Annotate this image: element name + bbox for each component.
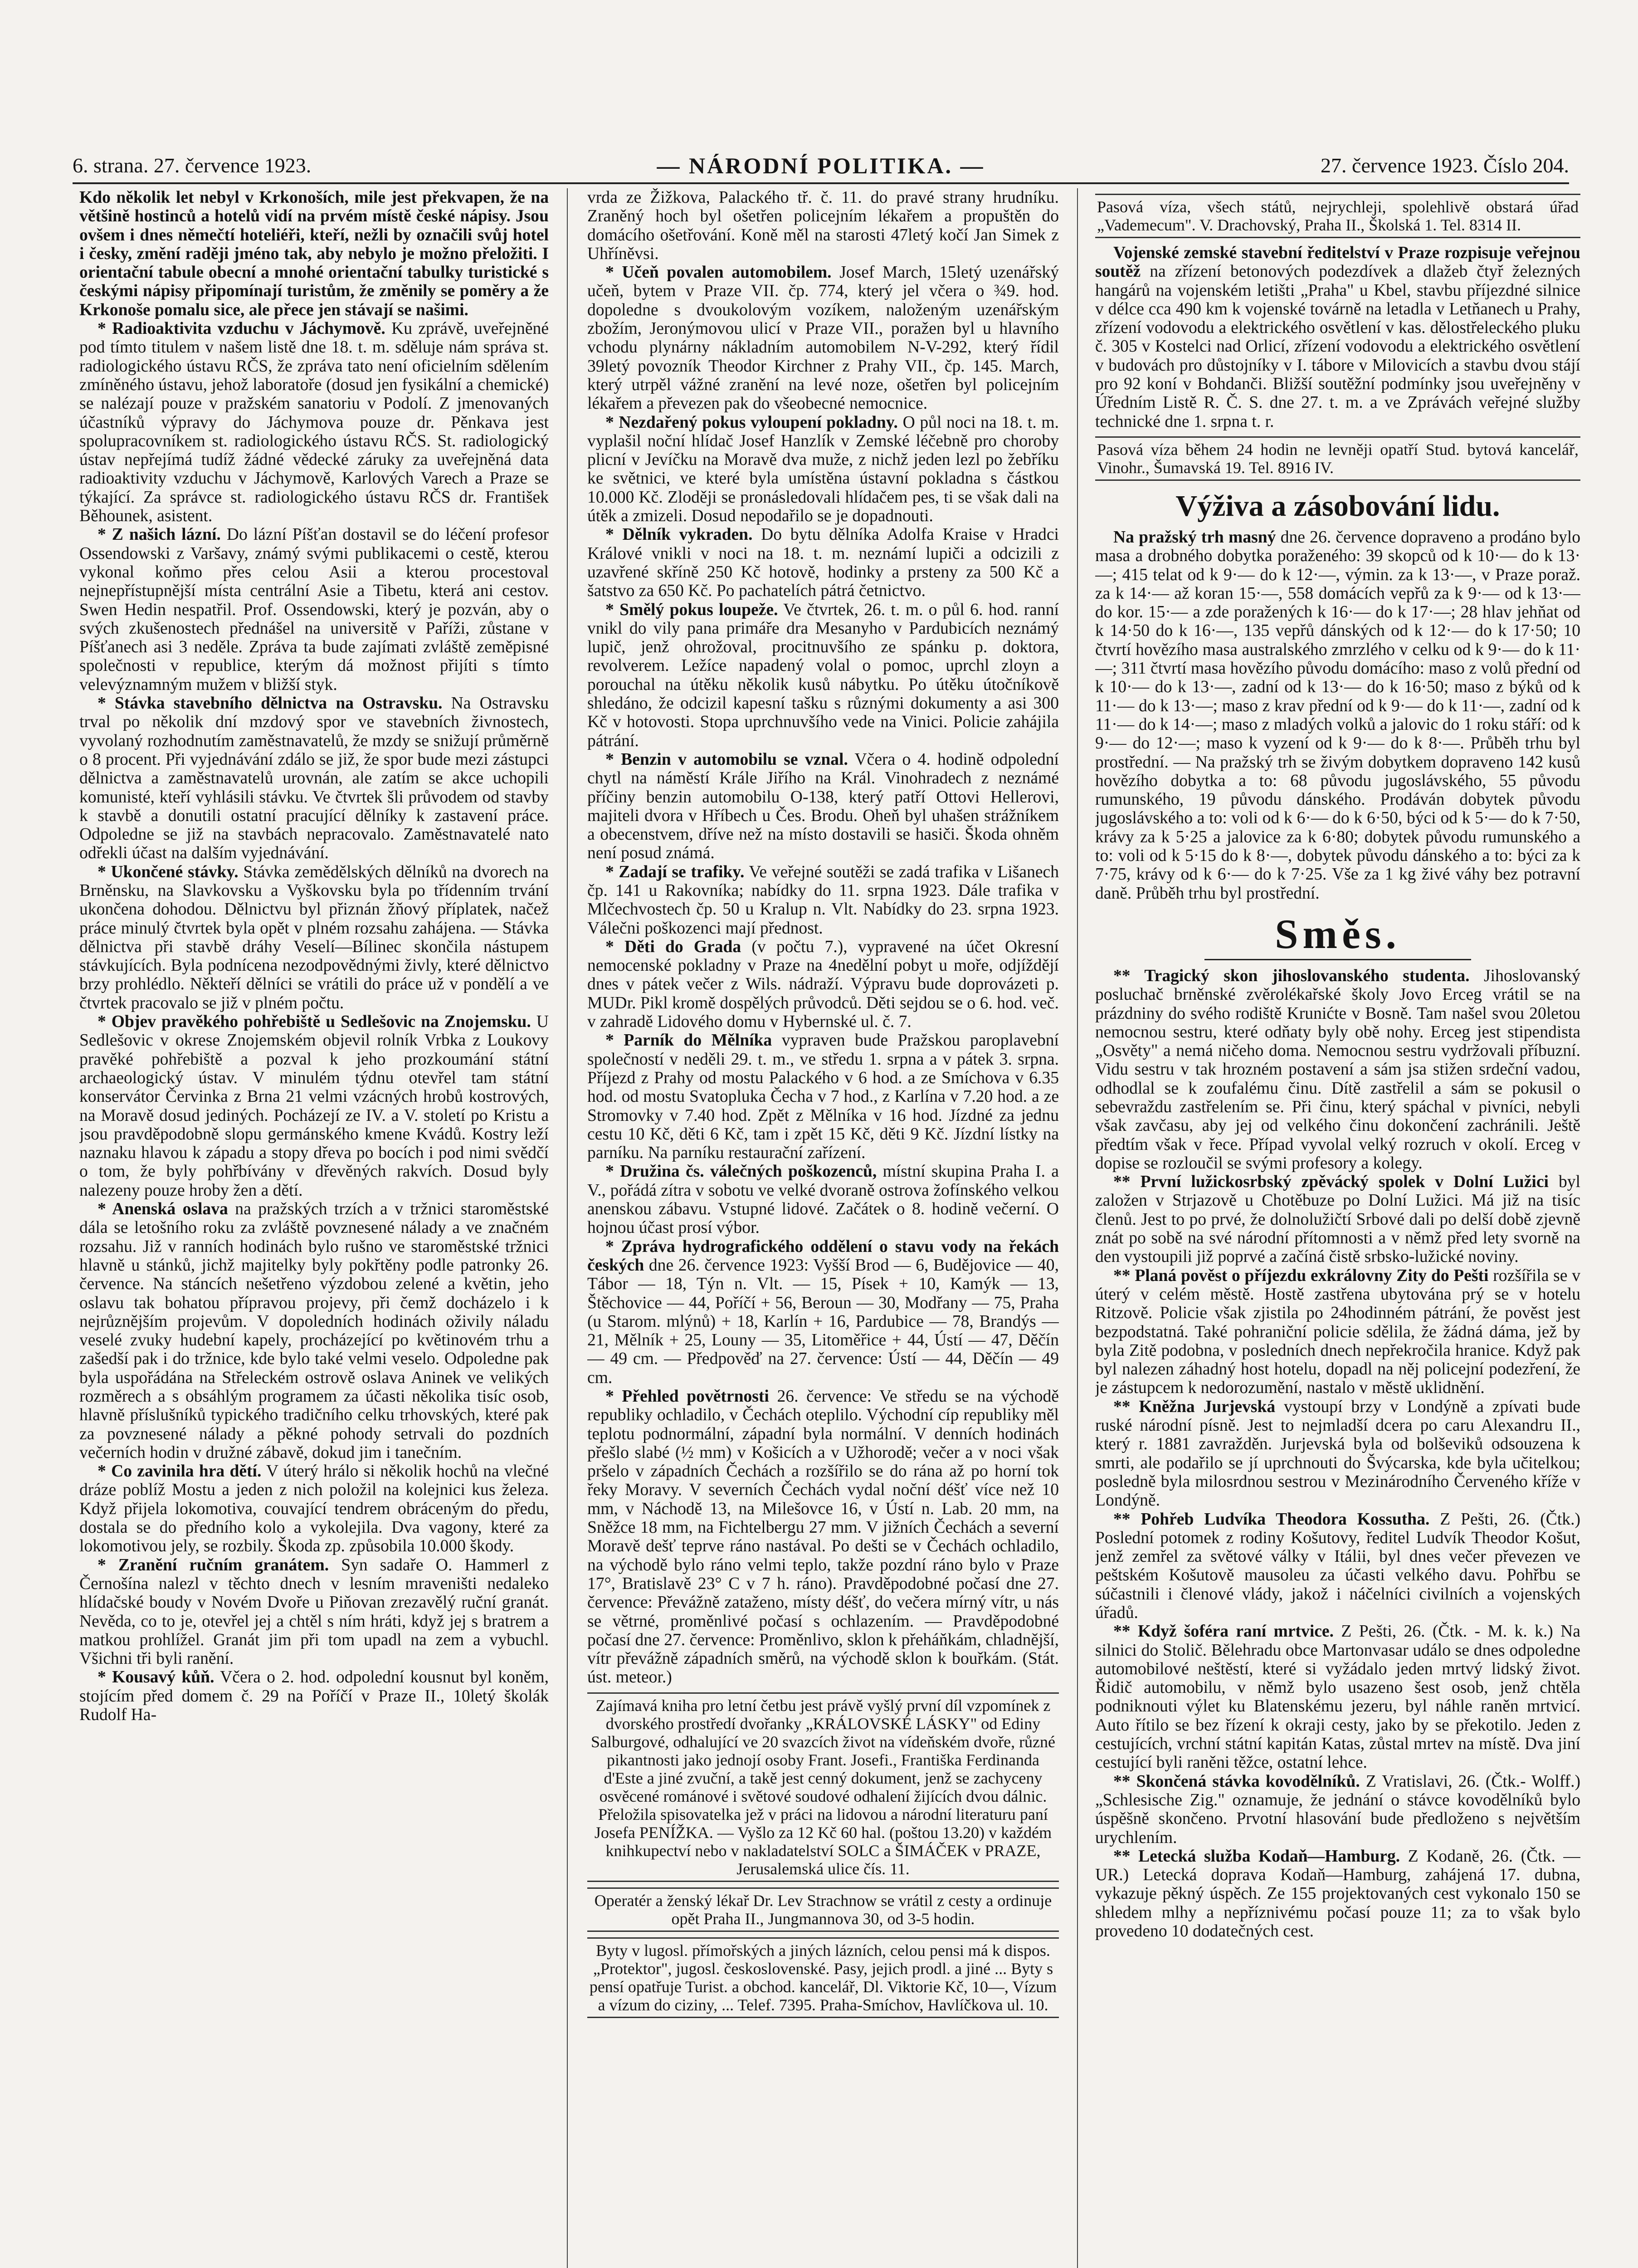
article-headline: * Parník do Mělníka — [605, 1031, 772, 1050]
article-headline: * Přehled povětrnosti — [605, 1387, 769, 1406]
article — [79, 1462, 549, 1555]
article-headline: * Ukončené stávky. — [98, 862, 239, 881]
article — [587, 601, 1059, 750]
article-headline: * Co zavinila hra dětí. — [98, 1462, 262, 1481]
article — [1095, 1622, 1580, 1772]
article — [587, 1387, 1059, 1687]
article — [587, 750, 1059, 863]
column-divider — [1077, 188, 1078, 2268]
article — [1095, 1510, 1580, 1623]
article — [587, 938, 1059, 1031]
article — [79, 863, 549, 1012]
article — [79, 319, 549, 525]
article — [1095, 528, 1580, 903]
article — [587, 413, 1059, 526]
article — [1095, 244, 1580, 431]
article-headline: * Dělník vykraden. — [605, 525, 753, 544]
article-body: Na Ostravsku trval po několik dní mzdový spor ve stavebních živnostech, vyvolaný rozhodnutím zaměstnavatelů, že mzdy se snižují průměrně o 8 procent. Při vyjednávání zdálo se již, že spor bude mezi zástupci dělnictva a zaměstnavatelů urovnán, ale zatím se akce uchopili komunisté, kteří vyhlásili stávku. Ve čtvrtek šli průvodem od stavby k stavbě a donutili ostatní pracující dělníky k zastavení práce. Odpoledne se již na stavbách nepracovalo. Zaměstnavatelé nato odřekli účast na dalším vyjednávání. — [79, 694, 549, 863]
article-body: na zřízení betonových podezdívek a dlažeb čtyř železných hangárů na vojenském letišti „Praha" u Kbel, stavbu příjezdné silnice v délce cca 490 km k vojenské továrně na letadla v Letňanech u Prahy, zřízení vodovodu a elektrického osvětlení v kas. dělostřeleckého pluku č. 305 v Kostelci nad Orlicí, zřízení vodovodu a elektrického osvětlení v budovách pro důstojníky v I. tábore v Milovicích a stavbu dvou stájí pro 92 koní v Bohdanči. Bližší soutěžní podmínky jsou uveřejněny v Úředním Listě R. Č. S. dne 27. t. m. a ve Zprávách veřejné služby technické dne 1. srpna t. r. — [1095, 262, 1580, 431]
article — [1095, 967, 1580, 1173]
advertisement: Byty v lugosl. přímořských a jiných lázních, celou pensi má k dispos. „Protektor", jugosl. československé. Pasy, jejich prodl. a jiné ... Byty s pensí opatřuje Turist. a obchod. kancelář, Dl. Viktorie Kč, 10—, Vízum a vízum do ciziny, ... Telef. 7395. Praha-Smíchov, Havlíčkova ul. 10. — [587, 1937, 1059, 2018]
article-body: vypraven bude Pražskou paroplavební společností v neděli 29. t. m., ve středu 1. srpna a v pátek 3. srpna. Příjezd z Prahy od mostu Palackého v 6 hod. a ze Smíchova v 6.35 hod. od mostu Svatopluka Čecha v 7 hod., z Karlína v 7.20 hod. a ze Stromovky v 7.40 hod. Zpět z Mělníka v 16 hod. Jízdné za jednu cestu 10 Kč, děti 6 Kč, tam i zpět 15 Kč, děti 9 Kč. Jízdní lístky na parníku. Na parníku restaurační zařízení. — [587, 1031, 1059, 1163]
article-body: V úterý hrálo si několik hochů na vlečné dráze poblíž Mostu a jeden z nich položil na kolejnici kus železa. Když přijela lokomotiva, couvající tendrem obráceným do předu, dostala se do předního kolo a vykolejila. Dva vagony, které za lokomotivou jely, se rozbily. Škoda zp. způsobila 10.000 škody. — [79, 1462, 549, 1556]
article-body: O půl noci na 18. t. m. vyplašil noční hlídač Josef Hanzlík v Zemské léčebně pro choroby plicní v Jevíčku na Moravě dva muže, z nichž jeden lezl po žebříku ke světnici, ve které byla umístěna ústavní pokladna s částkou 10.000 Kč. Zloději se pronásledovali hlídačem pes, ti se však dali na útěk a zmizeli. Dosud nepodařilo se je dopadnouti. — [587, 413, 1059, 526]
article-headline: * Děti do Grada — [605, 937, 741, 956]
article-lead: Kdo několik let nebyl v Krkonoších, mile jest překvapen, že na většině hostinců a hotelů vidí na prvém místě české nápisy. Jsou ovšem i dnes němečtí hoteliéři, kteří, nežli by označili svůj hotel i česky, změní raději jméno tak, aby nebylo je možno přeložiti. I orientační tabule obecní a mnohé orientační tabulky turistické s českými nápisy připomínají turistům, že změnily se poměry a že Krkonoše pomalu sice, ale přece jen stávají se našimi. — [79, 188, 549, 319]
article-body: dne 26. července dopraveno a prodáno bylo masa a drobného dobytka poraženého: 39 skopců od k 10·— do k 13·—; 415 telat od k 9·— do k 12·—, výmin. za k 13·—, v Praze poraž. za k 14·— až koran 15·—, 558 domácích vepřů za k 9·— od k 13·— do kor. 15·— a zde poražených k 16·— do k 17·—; 28 hlav jehňat od k 14·50 do k 16·—, 135 vepřů dánských od k 12·— do k 17·50; 10 čtvrtí hovězího masa australského zmrzlého v celku od k 9·— do k 11·—; 311 čtvrtí masa hovězího původu domácího: maso z volů přední od k 10·— do k 13·—, zadní od k 13·— do k 16·50; maso z býků od k 11·— do k 13·—; maso z krav přední od k 9·— do k 11·—, zadní od k 11·— do k 14·—; maso z mladých volků a jalovic do 1 roku stáří: od k 9·— do 12·—; maso k vyzení od k 9·— do k 8·—. Průběh trhu byl prostřední. — Na pražský trh se živým dobytkem dopraveno 142 kusů hovězího dobytka a to: 68 původu jugoslávského, 55 původu rumunského, 19 původu dánského. Prodáván dobytek původu jugoslávského a to: voli od k 6·— do k 6·50, býci od k 5·— do k 7·50, krávy za k 5·25 a jalovice za k 6·80; dobytek původu rumunského a to: voli od k 5·15 do k 8·—, dobytek původu dánského a to: býci za k 7·75, krávy od k 6·— do k 7·25. Vše za 1 kg živé váhy bez potravní daně. Průběh trhu byl prostřední. — [1095, 528, 1580, 903]
advertisement: Pasová víza během 24 hodin ne levněji opatří Stud. bytová kancelář, Vinohr., Šumavská 19. Tel. 8916 IV. — [1095, 436, 1580, 481]
article-body: 26. července: Ve středu se na východě republiky ochladilo, v Čechách oteplilo. Východní cíp republiky měl teplotu podnormální, západní byla normální. V denních hodinách přešlo slabé (½ mm) v Košicích a v Užhorodě; večer a v noci však pršelo v západních Čechách a rozšířilo se do rána až po horní tok řeky Moravy. V severních Čechách vydal noční déšť více než 10 mm, v Náchodě 13, na Milešovce 16, v Ústí n. Lab. 20 mm, na Sněžce 18 mm, na Fichtelbergu 27 mm. V jižních Čechách a severní Moravě dešť teprve ráno nastával. Po dešti se v Čechách ochladilo, na východě bylo ráno velmi teplo, takže pozdní ráno bylo v Praze 17°, Bratislavě 23° C v 7 h. ráno). Pravděpodobné počasí dne 27. července: Převážně zataženo, místy déšť, do večera mírný vítr, u nás se větrné, proměnlivé počasí s ochlazením. — Pravděpodobné počasí dne 27. července: Proměnlivo, sklon k přeháňkám, chladnější, vítr převážně západních směrů, na východě sklon k bouřkám. (Stát. úst. meteor.) — [587, 1387, 1059, 1687]
article-body: Do bytu dělníka Adolfa Kraise v Hradci Králové vnikli v noci na 18. t. m. neznámí lupiči a odcizili z uzavřené skříně 250 Kč hotově, hodinky a prsteny za 500 Kč a šatstvo za 650 Kč. Po pachatelích pátrá četnictvo. — [587, 525, 1059, 601]
column-divider — [567, 188, 568, 2268]
article-body: Josef March, 15letý uzenářský učeň, bytem v Praze VII. čp. 774, který jel včera o ¾9. hod. dopoledne s dvoukolovým vozíkem, naloženým uzenářským zbožím, Jeronýmovou ulicí v Praze VII., poražen byl u hlavního vchodu plynárny nákladním automobilem N-V-292, který řídil 39letý povozník Theodor Kirchner z Prahy VII., čp. 145. March, který utrpěl vážné zranění na levé noze, ošetřen byl policejním lékařem a převezen pak do všeobecné nemocnice. — [587, 263, 1059, 413]
article — [1095, 1266, 1580, 1398]
article — [79, 694, 549, 863]
article — [587, 263, 1059, 413]
article — [587, 863, 1059, 938]
page-header — [73, 152, 1569, 179]
section-rule — [1204, 959, 1472, 960]
newspaper-title: — NÁRODNÍ POLITIKA. — — [657, 153, 985, 178]
article — [1095, 1398, 1580, 1510]
article-headline: * Nezdařený pokus vyloupení pokladny. — [605, 413, 898, 432]
column-2 — [587, 188, 1059, 2268]
article-headline: * Zpráva hydrografického oddělení o stavu vody na řekách českých — [587, 1237, 1059, 1275]
article-body: Stávka zemědělských dělníků na dvorech na Brněnsku, na Slavkovsku a Vyškovsku byla po třídenním trvání ukončena dohodou. Dělnictvu byl přiznán žňový příplatek, načež práce minulý čtvrtek byla opět v plném rozsahu zahájena. — Stávka dělnictva při stavbě dráhy Veselí—Bílinec skončila nástupem stávkujících. Byla podnícena nezodpovědnými živly, které dělnictvo brzy prohlédlo. Někteří dělníci se vrátili do práce už v pondělí a ve čtvrtek pracovalo se již v plném počtu. — [79, 862, 549, 1012]
article-headline: Vojenské zemské stavební ředitelství v Praze rozpisuje veřejnou soutěž — [1095, 244, 1580, 281]
article — [587, 525, 1059, 600]
article-body: (v počtu 7.), vypravené na účet Okresní nemocenské pokladny v Praze na 4nedělní pobyt u moře, odjíždějí dnes v pátek večer z Wils. nádraží. Výpravu bude doprovázeti p. MUDr. Pikl kromě dospělých průvodců. Děti sejdou se o 6. hod. več. v zahradě Lidového domu v Hybernské ul. č. 7. — [587, 937, 1059, 1031]
article-headline: Na pražský trh masný — [1113, 528, 1276, 547]
article-headline: * Zadají se trafiky. — [605, 862, 745, 881]
advertisement: Zajímavá kniha pro letní četbu jest právě vyšlý první díl vzpomínek z dvorského prostředí dvořanky „KRÁLOVSKÉ LÁSKY" od Ediny Salburgové, odhalující ve 20 svazcích život na vídeňském dvoře, různé pikantnosti jako jednojí osoby Frant. Josefi., Františka Ferdinanda d'Este a jiné zvuční, a takě jest cenný dokument, jenž se zachyceny osvěcené románové i světové soudové odhalení žijících dvou dálnic. Přeložila spisovatelka jež v práci na lidovou a národní literaturu paní Josefa PENÍŽKA. — Vyšlo za 12 Kč 60 hal. (poštou 13.20) v každém knihkupectví nebo v nakladatelství SOLC a ŠIMÁČEK v PRAZE, Jerusalemská ulice čís. 11. — [587, 1692, 1059, 1882]
article-headline: * Radioaktivita vzduchu v Jáchymově. — [98, 319, 385, 338]
advertisement: Pasová víza, všech států, nejrychleji, spolehlivě obstará úřad „Vademecum". V. Drachovský, Praha II., Školská 1. Tel. 8314 II. — [1095, 194, 1580, 238]
article-body: U Sedlešovic v okrese Znojemském objevil rolník Vrbka z Loukovy pravěké pohřebiště a pozval k jeho prozkoumání státní archaeologický ústav. V minulém týdnu otevřel tam státní konservátor Červinka z Brna 21 velmi vzácných hrobů kostrových, na Moravě dosud jediných. Pocházejí ze IV. a V. století po Kristu a jsou pravděpodobně slopu germánského kmene Kvádů. Kostry leží naznaku hlavou k západu a stopy dřeva po bocích i pod nimi svědčí o tom, že byly pohřbívány v dřevěných rakvích. Dosud byly nalezeny pouze hroby žen a dětí. — [79, 1012, 549, 1200]
article — [587, 1237, 1059, 1387]
article-headline: * Kousavý kůň. — [98, 1668, 214, 1687]
article — [1095, 1173, 1580, 1266]
header-rule — [73, 182, 1569, 184]
article-headline: ** Planá pověst o příjezdu exkrálovny Zity do Pešti — [1113, 1266, 1489, 1285]
article-body: místní skupina Praha I. a V., pořádá zítra v sobotu ve velké dvoraně ostrova žofínského velkou anenskou zábavu. Vstupné lidové. Začátek o 8. hodině večerní. O hojnou účast prosí výbor. — [587, 1162, 1059, 1237]
article — [79, 525, 549, 694]
header-right: 27. července 1923. Číslo 204. — [1320, 154, 1569, 177]
article — [1095, 1847, 1580, 1941]
article-headline: ** Kněžna Jurjevská — [1113, 1397, 1276, 1416]
article — [79, 1556, 549, 1668]
article-body: byl založen v Strjazově u Chotěbuze po Dolní Lužici. Má již na tisíc členů. Jest to po prvé, že dolnolužičtí Srbové dali po delší době zjevně znát po sobě na své národní přítomnosti a v němž před lety svorně na den vystoupili již poprvé a začíná čistě srbsko-lužické noviny. — [1095, 1173, 1580, 1266]
article-headline: * Zranění ručním granátem. — [98, 1555, 329, 1574]
section-heading-smes: Směs. — [1275, 910, 1401, 957]
article-headline: ** První lužickosrbský zpěvácký spolek v Dolní Lužici — [1113, 1173, 1549, 1192]
header-left: 6. strana. 27. července 1923. — [73, 154, 312, 177]
article-body: dne 26. července 1923: Vyšší Brod — 6, Budějovice — 40, Tábor — 18, Týn n. Vlt. — 15, Písek + 10, Kamýk — 13, Štěchovice — 44, Poříčí + 56, Beroun — 30, Modřany — 75, Praha (u Starom. mlýnů) + 18, Karlín + 16, Pardubice — 78, Brandýs — 21, Mělník + 25, Louny — 35, Litoměřice + 44, Ústí — 47, Děčín — 49 cm. — Předpověď na 27. července: Ústí — 44, Děčín — 49 cm. — [587, 1256, 1059, 1387]
article-body: Ve veřejné soutěži se zadá trafika v Lišanech čp. 141 u Rakovníka; nabídky do 11. srpna 1923. Dále trafika v Mlčechvostech čp. 50 u Kralup n. Vlt. Nabídky do 23. srpna 1923. Válečni poškozenci mají přednost. — [587, 862, 1059, 938]
article-headline: ** Když šoféra raní mrtvice. — [1113, 1622, 1334, 1641]
article-body: rozšířila se v úterý v celém městě. Hostě zastřena ubytována prý se v hotelu Ritzově. Policie však zjistila po 24hodinném pátrání, že pověst jest bezpodstatná. Také pohraniční policie sdělila, že žádná dáma, jež by byla Zitě podobna, v posledních dnech nepřekročila hranice. Když pak byl nalezen záhadný host hotelu, dopadl na něj policejní podezření, že je zástupcem k nedorozumění, nastalo v městě uklidnění. — [1095, 1266, 1580, 1398]
article-body: vystoupí brzy v Londýně a zpívati bude ruské národní písně. Jest to nejmladší dcera po caru Alexandru II., který r. 1881 zavražděn. Jurjevská byla od bolševiků odsouzena k smrti, ale podařilo se jí uprchnouti do Švýcarska, kde byla učitelkou; posledně byla milosrdnou sestrou v Mezinárodního Červeného kříže v Londýně. — [1095, 1397, 1580, 1510]
article-body: Ku zprávě, uveřejněné pod tímto titulem v našem listě dne 18. t. m. sděluje nám správa st. radiologického ústavu RČS, že zpráva tato není oficielním sdělením zmíněného ústavu, jehož laboratoře (dosud jen fysikální a chemické) se nalézají pouze v pražském sanatoriu v Podolí. Z jmenovaných účastníků výpravy do Jáchymova pouze dr. Pěnkava jest spolupracovníkem st. radiologického ústavu RČS. St. radiologický ústav nepřejímá tudíž žádné vědecké záruky za uveřejněná data radioaktivity vzduchu v Jáchymově, Karlových Varech a Praze se týkající. Za správce st. radiologického ústavu RČS dr. František Běhounek, asistent. — [79, 319, 549, 526]
article-headline: * Z našich lázní. — [98, 525, 221, 544]
article — [79, 1668, 549, 1724]
article-body: Z Pešti, 26. (Čtk. - M. k. k.) Na silnici do Stolič. Bělehradu obce Martonvasar událo se dnes odpoledne automobilové neštěstí, které si vyžádalo jeden mrtvý lidský život. Řidič automobilu, v němž bylo usazeno šest osob, jenž chtěla podniknouti výlet ku Blatenskému jezeru, byl náhle raněn mrtvicí. Auto řítilo se bez řízení k okraji cesty, jako by se překotilo. Jeden z cestujících, vrchní státní kapitán Katas, zůstal mrtev na místě. Dva jiní cestující byli raněni těžce, ostatní lehce. — [1095, 1622, 1580, 1772]
article-body: Ve čtvrtek, 26. t. m. o půl 6. hod. ranní vnikl do vily pana primáře dra Mesanyho v Pardubicích neznámý lupič, jenž ohrožoval, procitnuvšího ze spánku p. doktora, revolverem. Ležíce napadený volal o pomoc, uprchl zloyn a porouchal na útěku několik kusů nábytku. Po útěku útočníkově shledáno, že odcizil kapesní tašku s různými dokumenty a asi 300 Kč v hotovosti. Stopa uprchnuvšího vede na Vinici. Policie zahájila pátrání. — [587, 600, 1059, 750]
article-body: Z Vratislavi, 26. (Čtk.- Wolff.) „Schlesische Zig." oznamuje, že jednání o stávce kovodělníků bylo úspěšně skončeno. Prvotní hlasování bude předloženo s největším urychlením. — [1095, 1772, 1580, 1847]
article — [79, 1200, 549, 1462]
article-body: Jihoslovanský posluchač brněnské zvěrolékařské školy Jovo Erceg vrátil se na prázdniny do svého rodiště Krunićte v Bosně. Tam našel svou 20letou nemocnou sestru, které odňaty byly obě nohy. Erceg jest stipendista „Osvěty" a nemá ničeho doma. Nemocnou sestru vydržovali příbuzní. Vidu sestru v tak hrozném postavení a sám jsa stižen srdeční vadou, odhodlal se k zoufalému činu. Dítě zastřelil a sám se pokusil o sebevraždu zastřelením se. Při činu, který spáchal v pivníci, nebyli však zavčasu, aby jej od velkého činu dokončení zachránili. Ještě předtím však v řece. Případ vyvolal velký rozruch v okolí. Erceg v dopise se rozloučil se svými profesory a kolegy. — [1095, 966, 1580, 1173]
article — [1095, 1772, 1580, 1847]
article-body: Syn sadaře O. Hammerl z Černošína nalezl v těchto dnech v lesním mraveništi nedaleko hlídačské boudy v Novém Dvoře u Piňovan zrezavělý ruční granát. Nevěda, co to je, otevřel jej a chtěl s ním hráti, když jej s bratrem a matkou prohlížel. Granát jim při tom upadl na zem a vybuchl. Všichni tři byli ranění. — [79, 1555, 549, 1668]
article-headline: * Anenská oslava — [98, 1200, 228, 1219]
column-3 — [1095, 188, 1580, 2268]
article-headline: * Smělý pokus loupeže. — [605, 600, 778, 619]
article-body: Do lázní Píšťan dostavil se do léčení profesor Ossendowski z Varšavy, známý svými publikacemi o cestě, kterou vykonal koňmo přes celou Asii a kterou procestoval nejnepřístupnější místa centrální Asie a Tibetu, která ani cestov. Swen Hedin nespatřil. Prof. Ossendowski, který je pozván, aby o svých zkušenostech přednášel na universitě v Paříži, zůstane v Píšťanech asi 3 neděle. Zpráva ta bude zajímati zvláště zeměpisné společnosti v republice, kterým dá možnost přijíti s tímto velevýznamným mužem v bližší styk. — [79, 525, 549, 694]
article-headline: ** Pohřeb Ludvíka Theodora Kossutha. — [1113, 1510, 1430, 1529]
article — [79, 1012, 549, 1200]
article-headline: * Stávka stavebního dělnictva na Ostravsku. — [98, 694, 443, 713]
article-headline: * Benzin v automobilu se vznal. — [605, 750, 848, 769]
article-headline: * Učeň povalen automobilem. — [605, 263, 832, 282]
article-body: na pražských trzích a v tržnici staroměstské dála se letošního roku za zvláště povznesené nálady a ve značném rozsahu. Již v ranních hodinách bylo rušno ve staroměstské tržnici hlavně u stánků, jichž majitelky byly pokřtěny podle patronky 26. července. Na stáncích nešetřeno výzdobou zelené a květin, jeho oslavu tak bohatou přípravou projevy, při čemž docházelo i k nejrůznějším projevům. V dopoledních hodinách oživily náladu veselé zvuky hudební kapely, procházející po květinovém trhu a zašedší pak i do tržnice, kde bylo také velmi veselo. Odpoledne pak byla uspořádána na Střeleckém ostrově oslava Aninek ve velikých rozměrech a s obsáhlým programem za účasti několika tisíc osob, hlavně příslušníků typického tradičního celku trhovských, které pak za povznesené nálady a pěkné pohody setrvali do pozdních večerních hodin v družné zábavě, dokud jim i tanečním. — [79, 1200, 549, 1462]
article-headline: ** Skončená stávka kovodělníků. — [1113, 1772, 1360, 1791]
article-headline: ** Tragický skon jihoslovanského studenta. — [1113, 966, 1470, 985]
article-body: Z Kodaně, 26. (Čtk. — UR.) Letecká doprava Kodaň—Hamburg, zahájená 17. dubna, vykazuje pěkný úspěch. Ze 155 projektovaných cest vykonalo 150 se shledem mlhy a nepříznivému počasí pouze 11; za to však bylo provedeno 10 dodatečných cest. — [1095, 1847, 1580, 1941]
article — [587, 1162, 1059, 1237]
section-heading: Výživa a zásobování lidu. — [1175, 489, 1500, 523]
article-headline: * Družina čs. válečných poškozenců, — [605, 1162, 877, 1181]
article-continuation: vrda ze Žižkova, Palackého tř. č. 11. do pravé strany hrudníku. Zraněný hoch byl ošetřen policejním lékařem a propuštěn do domácího ošetřování. Koně měl na starosti 47letý kočí Jan Simek z Uhříněvsi. — [587, 188, 1059, 263]
article-body: Včera o 4. hodině odpolední chytl na náměstí Krále Jiřího na Král. Vinohradech z neznámé příčiny benzin automobilu O-138, který patří Ottovi Hellerovi, majiteli dvora v Hříbech u Čes. Brodu. Oheň byl uhašen strážníkem a obecenstvem, dříve než na místo dostavili se hasiči. Škoda ohněm není posud známá. — [587, 750, 1059, 863]
article — [587, 1031, 1059, 1162]
article-headline: * Objev pravěkého pohřebiště u Sedlešovic na Znojemsku. — [98, 1012, 531, 1031]
column-1 — [79, 188, 549, 2268]
article-body: Z Pešti, 26. (Čtk.) Poslední potomek z rodiny Košutovy, ředitel Ludvík Theodor Košut, jenž zemřel za světové války v Itálii, byl dnes večer převezen ve peštském Košutově mausoleu za účasti velkého davu. Pohřbu se súčastnili i členové vlády, jakož i náčelníci civilních a vojenských úřadů. — [1095, 1510, 1580, 1622]
article-body: Včera o 2. hod. odpolední kousnut byl koněm, stojícím před domem č. 29 na Poříčí v Praze II., 10letý školák Rudolf Ha- — [79, 1668, 549, 1725]
advertisement: Operatér a ženský lékař Dr. Lev Strachnow se vrátil z cesty a ordinuje opět Praha II., Jungmannova 30, od 3-5 hodin. — [587, 1887, 1059, 1932]
article-headline: ** Letecká služba Kodaň—Hamburg. — [1113, 1847, 1400, 1866]
